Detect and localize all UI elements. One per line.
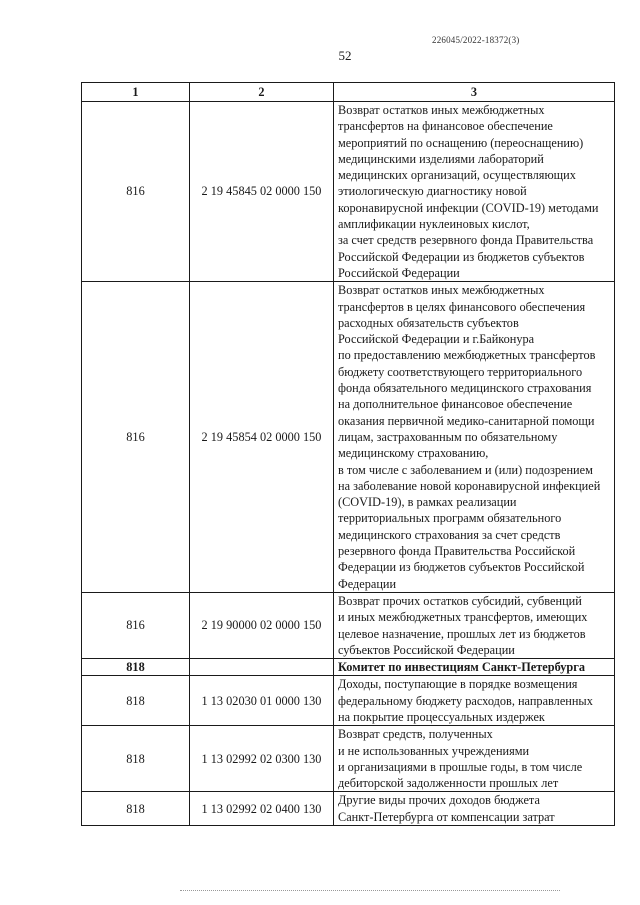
description-line: (COVID-19), в рамках реализации xyxy=(338,495,517,510)
table-row xyxy=(82,282,615,593)
description-line: медицинскими изделиями лабораторий xyxy=(338,151,544,166)
description-line: медицинского страхования за счет средств xyxy=(338,527,561,542)
description-line: и не использованных учреждениями xyxy=(338,743,530,758)
revenue-code-cell: 1 13 02030 01 0000 130 xyxy=(190,676,334,726)
admin-code-cell: 818 xyxy=(82,792,190,826)
description-line: и иных межбюджетных трансфертов, имеющих xyxy=(338,610,588,625)
description-cell xyxy=(334,282,615,593)
table-row xyxy=(82,726,615,792)
description-line: Санкт-Петербурга от компенсации затрат xyxy=(338,809,555,824)
description-line: оказания первичной медико-санитарной помощи xyxy=(338,413,595,428)
description-line: субъектов Российской Федерации xyxy=(338,642,515,657)
revenue-code-cell: 1 13 02992 02 0300 130 xyxy=(190,726,334,792)
description-line: территориальных программ обязательного xyxy=(338,511,562,526)
description-line: Российской Федерации из бюджетов субъектов xyxy=(338,249,585,264)
description-cell xyxy=(334,726,615,792)
description-line: трансфертов на финансовое обеспечение xyxy=(338,119,553,134)
description-line: Возврат прочих остатков субсидий, субвенций xyxy=(338,593,582,608)
page-number: 52 xyxy=(338,48,352,63)
description-line: в том числе с заболеванием и (или) подозрением xyxy=(338,462,593,477)
revenue-code-cell xyxy=(190,659,334,676)
document-id: 226045/2022-18372(3) xyxy=(432,35,520,45)
description-line: резервного фонда Правительства Российской xyxy=(338,544,576,559)
description-line: по предоставлению межбюджетных трансфертов xyxy=(338,348,596,363)
description-line: бюджету соответствующего территориального xyxy=(338,364,583,379)
description-line: фонда обязательного медицинского страхования xyxy=(338,381,592,396)
table-row xyxy=(82,102,615,282)
description-line: за счет средств резервного фонда Правительства xyxy=(338,233,594,248)
description-line: Федерации из бюджетов субъектов Российской xyxy=(338,560,585,575)
revenue-codes-table xyxy=(81,82,615,826)
column-header-1: 1 xyxy=(82,83,190,102)
description-cell xyxy=(334,676,615,726)
footer-dotted-rule xyxy=(180,890,560,895)
description-line: амплификации нуклеиновых кислот, xyxy=(338,217,530,232)
description-line: Федерации xyxy=(338,576,397,591)
description-line: коронавирусной инфекции (COVID-19) методами xyxy=(338,200,599,215)
table-row xyxy=(82,659,615,676)
description-line: федеральному бюджету расходов, направленных xyxy=(338,693,593,708)
description-line: на покрытие процессуальных издержек xyxy=(338,709,545,724)
description-cell xyxy=(334,792,615,826)
description-line: лицам, застрахованным по обязательному xyxy=(338,429,558,444)
description-line: Другие виды прочих доходов бюджета xyxy=(338,793,540,808)
table-body xyxy=(82,102,615,826)
description-line: медицинскому страхованию, xyxy=(338,446,489,461)
table-row xyxy=(82,792,615,826)
description-line: дебиторской задолженности прошлых лет xyxy=(338,776,559,791)
revenue-code-cell: 2 19 90000 02 0000 150 xyxy=(190,592,334,658)
description-line: на дополнительное финансовое обеспечение xyxy=(338,397,573,412)
description-line: мероприятий по оснащению (переоснащению) xyxy=(338,135,584,150)
admin-code-cell: 816 xyxy=(82,282,190,593)
description-cell xyxy=(334,592,615,658)
description-line: медицинских организаций, осуществляющих xyxy=(338,168,576,183)
description-line: этиологическую диагностику новой xyxy=(338,184,527,199)
admin-code-cell: 818 xyxy=(82,676,190,726)
description-line: трансфертов в целях финансового обеспечения xyxy=(338,299,586,314)
description-line: Доходы, поступающие в порядке возмещения xyxy=(338,677,578,692)
admin-code-cell: 816 xyxy=(82,102,190,282)
revenue-code-cell: 2 19 45845 02 0000 150 xyxy=(190,102,334,282)
description-line: Российской Федерации и г.Байконура xyxy=(338,332,535,347)
description-cell xyxy=(334,659,615,676)
admin-code-cell: 816 xyxy=(82,592,190,658)
description-line: Российской Федерации xyxy=(338,265,460,280)
description-line: расходных обязательств субъектов xyxy=(338,315,519,330)
description-line: и организациями в прошлые годы, в том числе xyxy=(338,759,583,774)
admin-code-cell: 818 xyxy=(82,659,190,676)
revenue-code-cell: 1 13 02992 02 0400 130 xyxy=(190,792,334,826)
table-header-row xyxy=(82,83,615,102)
admin-code-cell: 818 xyxy=(82,726,190,792)
description-line: целевое назначение, прошлых лет из бюджетов xyxy=(338,626,586,641)
description-line: Комитет по инвестициям Санкт-Петербурга xyxy=(338,660,585,675)
description-line: Возврат остатков иных межбюджетных xyxy=(338,103,545,117)
description-line: Возврат остатков иных межбюджетных xyxy=(338,283,545,298)
description-line: Возврат средств, полученных xyxy=(338,727,493,742)
table-row xyxy=(82,676,615,726)
column-header-2: 2 xyxy=(190,83,334,102)
description-cell xyxy=(334,102,615,282)
column-header-3: 3 xyxy=(334,83,615,102)
table-row xyxy=(82,592,615,658)
revenue-code-cell: 2 19 45854 02 0000 150 xyxy=(190,282,334,593)
description-line: на заболевание новой коронавирусной инфекцией xyxy=(338,478,601,493)
